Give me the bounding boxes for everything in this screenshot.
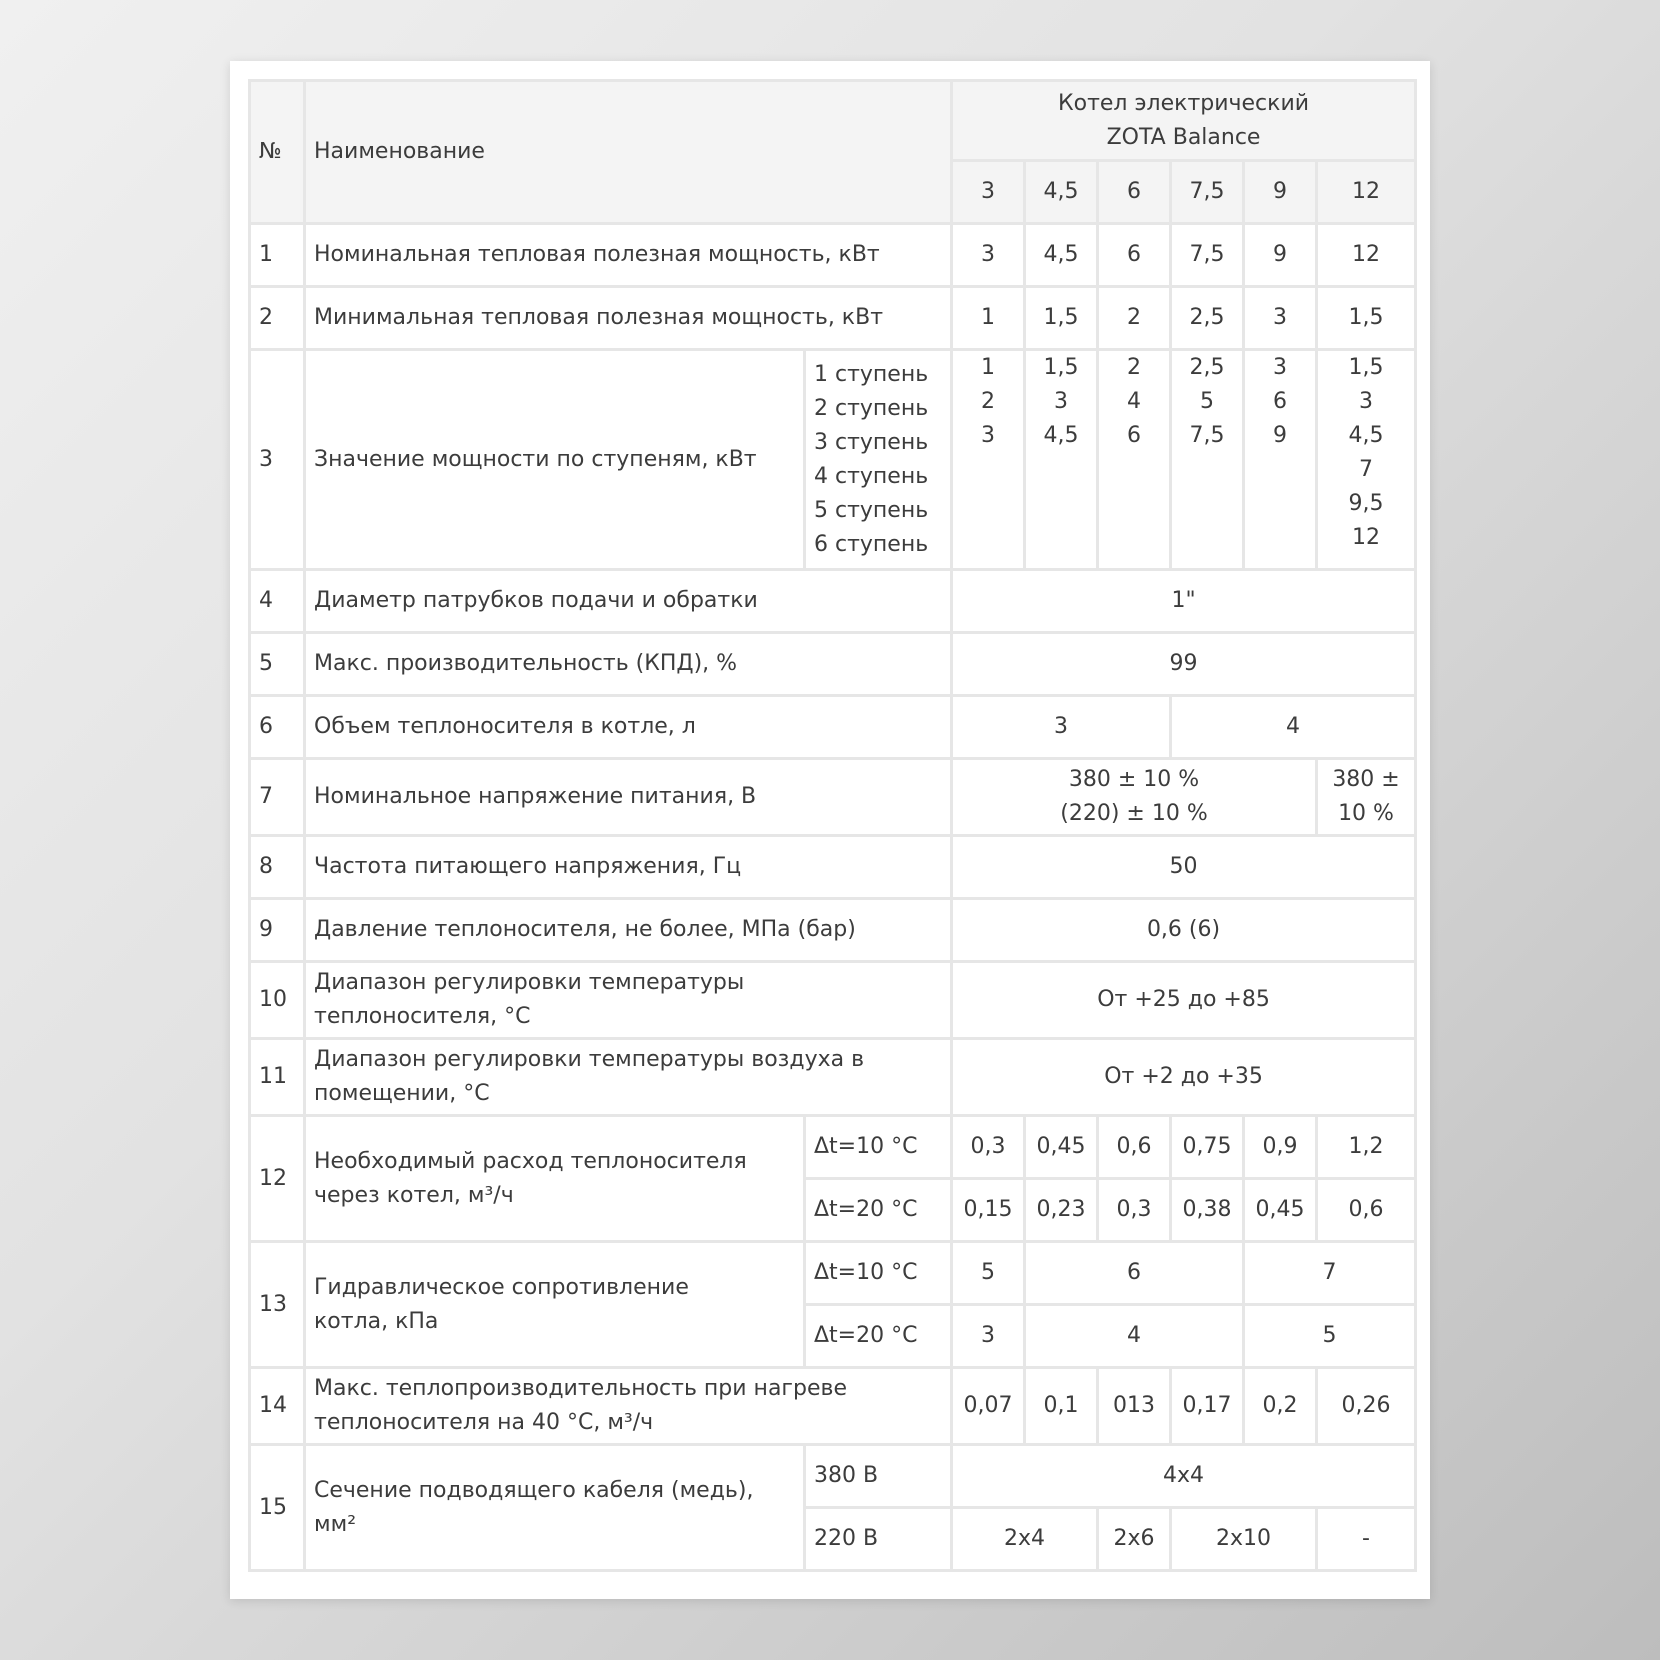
cell-value: 0,9 bbox=[1245, 1117, 1318, 1180]
stage-value: 4 bbox=[1127, 389, 1141, 414]
table-row bbox=[251, 634, 1417, 697]
row-label-line: теплоносителя на 40 °С, м³/ч bbox=[314, 1410, 654, 1435]
sub-label: Δt=20 °С bbox=[806, 1306, 953, 1369]
cell-value: 0,07 bbox=[953, 1369, 1026, 1446]
sub-label: Δt=10 °С bbox=[806, 1243, 953, 1306]
cell-value-line: (220) ± 10 % bbox=[1060, 801, 1208, 826]
cell-value: 0,38 bbox=[1172, 1180, 1245, 1243]
row-label-line: теплоносителя, °С bbox=[314, 1004, 531, 1029]
stage-value: 7,5 bbox=[1189, 423, 1225, 448]
cell-value: 3 bbox=[953, 225, 1026, 288]
row-label: Давление теплоносителя, не более, МПа (бар) bbox=[306, 900, 953, 963]
table-row bbox=[251, 288, 1417, 351]
stage-value: 2 bbox=[1127, 355, 1141, 380]
cell-value-line: 10 % bbox=[1338, 801, 1394, 826]
row-label: Значение мощности по ступеням, кВт bbox=[306, 351, 806, 571]
cell-value: 0,2 bbox=[1245, 1369, 1318, 1446]
row-num: 7 bbox=[251, 760, 306, 837]
stage-value: 1 bbox=[981, 355, 995, 380]
stage-value: 2 bbox=[981, 389, 995, 414]
cell-value: 2,5 bbox=[1172, 288, 1245, 351]
table-row bbox=[251, 1369, 1417, 1446]
cell-value-line: 380 ± bbox=[1332, 767, 1400, 792]
cell-value: 0,3 bbox=[953, 1117, 1026, 1180]
cell-value: От +25 до +85 bbox=[953, 963, 1417, 1040]
cell-value: 1,5 bbox=[1318, 288, 1417, 351]
row-label: Номинальная тепловая полезная мощность, кВт bbox=[306, 225, 953, 288]
table-row bbox=[251, 963, 1417, 1040]
table-row bbox=[251, 697, 1417, 760]
cell-value: 1" bbox=[953, 571, 1417, 634]
stage-label: 2 ступень bbox=[814, 395, 929, 421]
row-num: 14 bbox=[251, 1369, 306, 1446]
cell-value: 6 bbox=[1026, 1243, 1245, 1306]
row-num: 15 bbox=[251, 1446, 306, 1572]
stage-label: 4 ступень bbox=[814, 463, 929, 489]
cell-value: 0,23 bbox=[1026, 1180, 1099, 1243]
stage-value: 3 bbox=[1273, 355, 1287, 380]
header-name: Наименование bbox=[306, 82, 953, 225]
header-model: 6 bbox=[1099, 162, 1172, 225]
table-row bbox=[251, 1117, 1417, 1180]
cell-value: 3 bbox=[1245, 288, 1318, 351]
row-label: Частота питающего напряжения, Гц bbox=[306, 837, 953, 900]
cell-value: 0,3 bbox=[1099, 1180, 1172, 1243]
stage-label: 6 ступень bbox=[814, 531, 929, 557]
table-row bbox=[251, 1040, 1417, 1117]
cell-value: 6 bbox=[1099, 225, 1172, 288]
cell-value: 3 bbox=[953, 1306, 1026, 1369]
row-label-line: Диапазон регулировки температуры воздуха в bbox=[314, 1047, 865, 1072]
row-label-line: Необходимый расход теплоносителя bbox=[314, 1148, 747, 1174]
cell-value: 4x4 bbox=[953, 1446, 1417, 1509]
table-row bbox=[251, 837, 1417, 900]
header-num: № bbox=[251, 82, 306, 225]
cell-value: 2x10 bbox=[1172, 1509, 1318, 1572]
stage-values bbox=[1026, 351, 1099, 571]
row-label-line: Гидравлическое сопротивление bbox=[314, 1274, 689, 1300]
row-label-line: Диапазон регулировки температуры bbox=[314, 970, 745, 995]
stage-values bbox=[1245, 351, 1318, 571]
cell-value: 2 bbox=[1099, 288, 1172, 351]
stage-value: 9,5 bbox=[1348, 491, 1384, 516]
row-label: Диаметр патрубков подачи и обратки bbox=[306, 571, 953, 634]
row-num: 6 bbox=[251, 697, 306, 760]
header-group bbox=[953, 82, 1417, 162]
row-num: 11 bbox=[251, 1040, 306, 1117]
stage-value: 2,5 bbox=[1189, 355, 1225, 380]
cell-value: 4,5 bbox=[1026, 225, 1099, 288]
row-label bbox=[306, 963, 953, 1040]
header-row bbox=[251, 82, 1417, 162]
cell-value: 50 bbox=[953, 837, 1417, 900]
stage-value: 4,5 bbox=[1043, 423, 1079, 448]
stage-values bbox=[1172, 351, 1245, 571]
row-num: 5 bbox=[251, 634, 306, 697]
row-label-line: Макс. теплопроизводительность при нагреве bbox=[314, 1376, 847, 1401]
stage-values bbox=[1099, 351, 1172, 571]
header-group-line1: Котел электрический bbox=[1058, 90, 1310, 116]
cell-value: 0,15 bbox=[953, 1180, 1026, 1243]
row-label-line: Сечение подводящего кабеля (медь), bbox=[314, 1477, 754, 1503]
cell-value: 0,6 bbox=[1099, 1117, 1172, 1180]
header-model: 4,5 bbox=[1026, 162, 1099, 225]
cell-value: 7 bbox=[1245, 1243, 1417, 1306]
row-label bbox=[306, 1243, 806, 1369]
cell-value: 5 bbox=[953, 1243, 1026, 1306]
cell-value: 0,17 bbox=[1172, 1369, 1245, 1446]
stage-value: 6 bbox=[1273, 389, 1287, 414]
row-label: Минимальная тепловая полезная мощность, кВт bbox=[306, 288, 953, 351]
stage-list bbox=[806, 351, 953, 571]
row-num: 10 bbox=[251, 963, 306, 1040]
stage-value: 9 bbox=[1273, 423, 1287, 448]
stage-value: 6 bbox=[1127, 423, 1141, 448]
stage-value: 5 bbox=[1200, 389, 1214, 414]
table-row bbox=[251, 1446, 1417, 1509]
header-model: 9 bbox=[1245, 162, 1318, 225]
sub-label: 380 В bbox=[806, 1446, 953, 1509]
cell-value: 2x4 bbox=[953, 1509, 1099, 1572]
row-num: 1 bbox=[251, 225, 306, 288]
stage-values bbox=[953, 351, 1026, 571]
row-label bbox=[306, 1040, 953, 1117]
cell-value bbox=[1318, 760, 1417, 837]
cell-value: 9 bbox=[1245, 225, 1318, 288]
cell-value: 1,5 bbox=[1026, 288, 1099, 351]
cell-value: 0,1 bbox=[1026, 1369, 1099, 1446]
cell-value: 0,6 (6) bbox=[953, 900, 1417, 963]
row-label bbox=[306, 1117, 806, 1243]
row-num: 3 bbox=[251, 351, 306, 571]
cell-value: 3 bbox=[953, 697, 1172, 760]
header-model: 7,5 bbox=[1172, 162, 1245, 225]
cell-value: 5 bbox=[1245, 1306, 1417, 1369]
sub-label: Δt=10 °С bbox=[806, 1117, 953, 1180]
stage-value: 4,5 bbox=[1348, 423, 1384, 448]
row-num: 12 bbox=[251, 1117, 306, 1243]
stage-values bbox=[1318, 351, 1417, 571]
row-label-line: котла, кПа bbox=[314, 1308, 439, 1334]
cell-value: 0,6 bbox=[1318, 1180, 1417, 1243]
header-model: 12 bbox=[1318, 162, 1417, 225]
table-row bbox=[251, 571, 1417, 634]
stage-value: 1,5 bbox=[1043, 355, 1079, 380]
cell-value: 0,26 bbox=[1318, 1369, 1417, 1446]
spec-card bbox=[230, 61, 1430, 1599]
cell-value: 1 bbox=[953, 288, 1026, 351]
row-label: Объем теплоносителя в котле, л bbox=[306, 697, 953, 760]
stage-label: 5 ступень bbox=[814, 497, 929, 523]
header-model: 3 bbox=[953, 162, 1026, 225]
stage-value: 3 bbox=[981, 423, 995, 448]
cell-value: 013 bbox=[1099, 1369, 1172, 1446]
row-num: 13 bbox=[251, 1243, 306, 1369]
cell-value: 7,5 bbox=[1172, 225, 1245, 288]
row-num: 9 bbox=[251, 900, 306, 963]
row-label-line: через котел, м³/ч bbox=[314, 1182, 514, 1208]
stage-label: 1 ступень bbox=[814, 361, 929, 387]
row-label-line: помещении, °С bbox=[314, 1081, 490, 1106]
stage-value: 3 bbox=[1054, 389, 1068, 414]
row-num: 4 bbox=[251, 571, 306, 634]
row-label-line: мм² bbox=[314, 1511, 357, 1537]
stage-value: 3 bbox=[1359, 389, 1374, 414]
row-label bbox=[306, 1446, 806, 1572]
cell-value: 0,45 bbox=[1245, 1180, 1318, 1243]
stage-value: 1,5 bbox=[1348, 355, 1384, 380]
spec-table bbox=[248, 79, 1417, 1572]
stage-label: 3 ступень bbox=[814, 429, 929, 455]
header-group-line2: ZOTA Balance bbox=[1106, 124, 1261, 150]
cell-value: 99 bbox=[953, 634, 1417, 697]
cell-value: 12 bbox=[1318, 225, 1417, 288]
cell-value bbox=[953, 760, 1318, 837]
cell-value-line: 380 ± 10 % bbox=[1068, 767, 1200, 792]
table-row bbox=[251, 351, 1417, 571]
table-row bbox=[251, 900, 1417, 963]
row-label bbox=[306, 1369, 953, 1446]
table-row bbox=[251, 760, 1417, 837]
cell-value: 4 bbox=[1026, 1306, 1245, 1369]
cell-value: 1,2 bbox=[1318, 1117, 1417, 1180]
cell-value: 0,45 bbox=[1026, 1117, 1099, 1180]
cell-value: От +2 до +35 bbox=[953, 1040, 1417, 1117]
cell-value: - bbox=[1318, 1509, 1417, 1572]
table-row bbox=[251, 1243, 1417, 1306]
row-num: 2 bbox=[251, 288, 306, 351]
cell-value: 2x6 bbox=[1099, 1509, 1172, 1572]
row-num: 8 bbox=[251, 837, 306, 900]
cell-value: 0,75 bbox=[1172, 1117, 1245, 1180]
table-row bbox=[251, 225, 1417, 288]
sub-label: Δt=20 °С bbox=[806, 1180, 953, 1243]
row-label: Номинальное напряжение питания, В bbox=[306, 760, 953, 837]
sub-label: 220 В bbox=[806, 1509, 953, 1572]
stage-value: 7 bbox=[1359, 457, 1374, 482]
stage-value: 12 bbox=[1352, 525, 1381, 550]
row-label: Макс. производительность (КПД), % bbox=[306, 634, 953, 697]
cell-value: 4 bbox=[1172, 697, 1417, 760]
